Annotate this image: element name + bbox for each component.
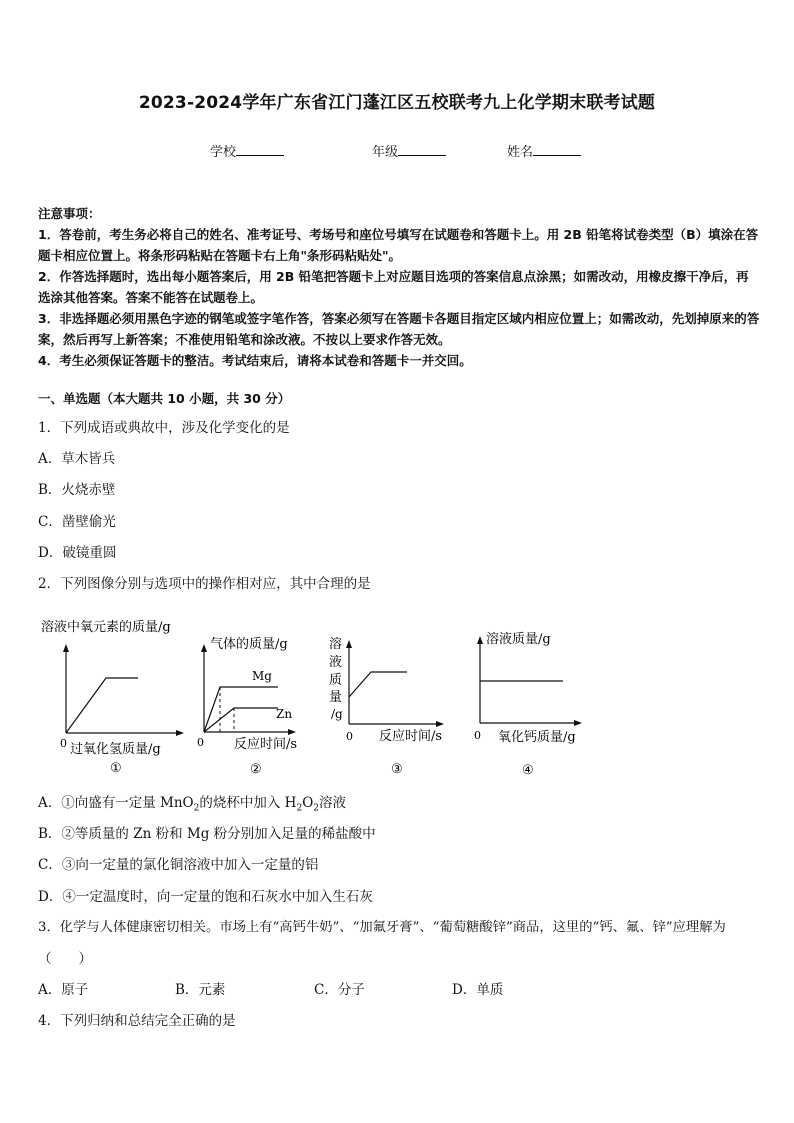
q2-option-a-part2: 的烧杯中加入 H: [199, 795, 297, 811]
graph1-y-arrow: [63, 644, 69, 652]
graph3-ylabel-2: 液: [329, 655, 343, 670]
q3-stem: 3．化学与人体健康密切相关。市场上有“高钙牛奶”、“加氟牙膏”、“葡萄糖酸锌”商品，这里的“钙、氟、锌”应理解为: [38, 920, 726, 935]
grade-label: 年级: [372, 145, 399, 160]
graph2-x-arrow: [288, 729, 296, 735]
graph1-xlabel: 过氧化氢质量/g: [70, 742, 161, 757]
q2-stem: 2．下列图像分别与选项中的操作相对应，其中合理的是: [38, 576, 371, 592]
graph-3: [325, 632, 455, 784]
name-field: [507, 141, 581, 160]
graph2-ylabel: 气体的质量/g: [210, 637, 288, 652]
q2-option-b: B．②等质量的 Zn 粉和 Mg 粉分别加入足量的稀盐酸中: [38, 826, 376, 842]
q2-sub: 2: [313, 803, 319, 814]
graph4-origin: 0: [474, 729, 481, 742]
graph3-ylabel-1: 溶: [329, 637, 343, 652]
graph3-ylabel-4: 量: [329, 690, 343, 705]
q2-option-a-part1: A．①向盛有一定量 MnO: [38, 795, 194, 811]
notes-block: [38, 203, 760, 371]
graph2-number: ②: [250, 762, 262, 777]
graph3-number: ③: [391, 762, 403, 777]
q3-paren: （ ）: [38, 951, 92, 967]
graph3-xlabel: 反应时间/s: [379, 729, 443, 744]
q1-option-b: B．火烧赤壁: [38, 482, 116, 498]
q1-option-d: D．破镜重圆: [38, 545, 117, 561]
q1-stem: 1．下列成语或典故中，涉及化学变化的是: [38, 420, 290, 436]
note-item: 4．考生必须保证答题卡的整洁。考试结束后，请将本试卷和答题卡一并交回。: [38, 353, 472, 368]
q3-option-a: A．原子: [38, 982, 89, 998]
graph3-ylabel-3: 质: [329, 673, 343, 688]
graph2-origin: 0: [197, 736, 204, 749]
graph3-y-arrow: [346, 640, 352, 648]
q3-option-b: B．元素: [175, 982, 226, 998]
graph2-y-arrow: [201, 644, 207, 652]
note-item: 3．非选择题必须用黑色字迹的钢笔或签字笔作答，答案必须写在答题卡各题目指定区域内相应位置上；如需改动，先划掉原来的答案，然后再写上新答案；不准使用铅笔和涂改液。不按以上要求作答无效。: [38, 311, 760, 347]
graph3-curve: [349, 672, 407, 697]
q3-option-c: C．分子: [314, 982, 365, 998]
q2-option-c: C．③向一定量的氯化铜溶液中加入一定量的铝: [38, 857, 319, 873]
grade-field: [372, 141, 446, 160]
exam-title: 2023-2024学年广东省江门蓬江区五校联考九上化学期末联考试题: [138, 93, 656, 113]
graph2-zn-curve: [204, 708, 278, 732]
graph4-number: ④: [522, 763, 534, 778]
school-field: [210, 141, 284, 160]
graph2-mg-label: Mg: [252, 669, 272, 683]
graph1-ylabel: 溶液中氧元素的质量/g: [41, 620, 171, 635]
graph1-x-arrow: [176, 730, 184, 736]
q2-sub: 2: [296, 803, 303, 814]
q2-option-a-part4: 溶液: [319, 795, 346, 811]
notes-heading: 注意事项：: [38, 206, 101, 221]
school-blank: [236, 143, 284, 156]
graph1-origin: 0: [60, 737, 67, 750]
graph-4: [470, 625, 595, 784]
q2-option-a: [38, 791, 346, 814]
q4-stem: 4．下列归纳和总结完全正确的是: [38, 1013, 236, 1029]
grade-blank: [398, 143, 446, 156]
q2-option-d: D．④一定温度时，向一定量的饱和石灰水中加入生石灰: [38, 889, 373, 905]
graph-2: [192, 632, 307, 784]
note-item: 2．作答选择题时，选出每小题答案后，用 2B 铅笔把答题卡上对应题目选项的答案信息点涂黑；如需改动，用橡皮擦干净后，再选涂其他答案。答案不能答在试题卷上。: [38, 269, 749, 305]
graph4-xlabel: 氧化钙质量/g: [498, 730, 576, 745]
graph1-curve: [66, 678, 138, 733]
q3-option-d: D．单质: [452, 982, 504, 998]
graph1-number: ①: [110, 761, 122, 776]
graph3-ylabel-5: /g: [331, 707, 343, 721]
school-label: 学校: [210, 145, 237, 160]
note-item: 1．答卷前，考生务必将自己的姓名、准考证号、考场号和座位号填写在试题卷和答题卡上。用 2B 铅笔将试卷类型（B）填涂在答题卡相应位置上。将条形码粘贴在答题卡右上角"条形码粘贴处"。: [38, 227, 759, 263]
name-blank: [533, 143, 581, 156]
graph2-mg-curve: [204, 687, 278, 732]
q1-option-c: C．凿壁偷光: [38, 514, 116, 530]
graph-1: [38, 615, 198, 784]
graph4-ylabel: 溶液质量/g: [486, 632, 551, 647]
q1-option-a: A．草木皆兵: [38, 451, 116, 467]
section-heading: 一、单选题（本大题共 10 小题，共 30 分）: [38, 391, 291, 406]
name-label: 姓名: [507, 145, 534, 160]
q2-option-a-part3: O: [302, 795, 314, 811]
q2-sub: 2: [193, 803, 200, 814]
graph4-x-arrow: [574, 720, 582, 726]
graph4-y-arrow: [477, 636, 483, 644]
graph3-x-arrow: [436, 721, 444, 727]
graph3-origin: 0: [346, 730, 353, 743]
graph2-xlabel: 反应时间/s: [234, 737, 298, 752]
graph2-zn-label: Zn: [276, 707, 293, 721]
